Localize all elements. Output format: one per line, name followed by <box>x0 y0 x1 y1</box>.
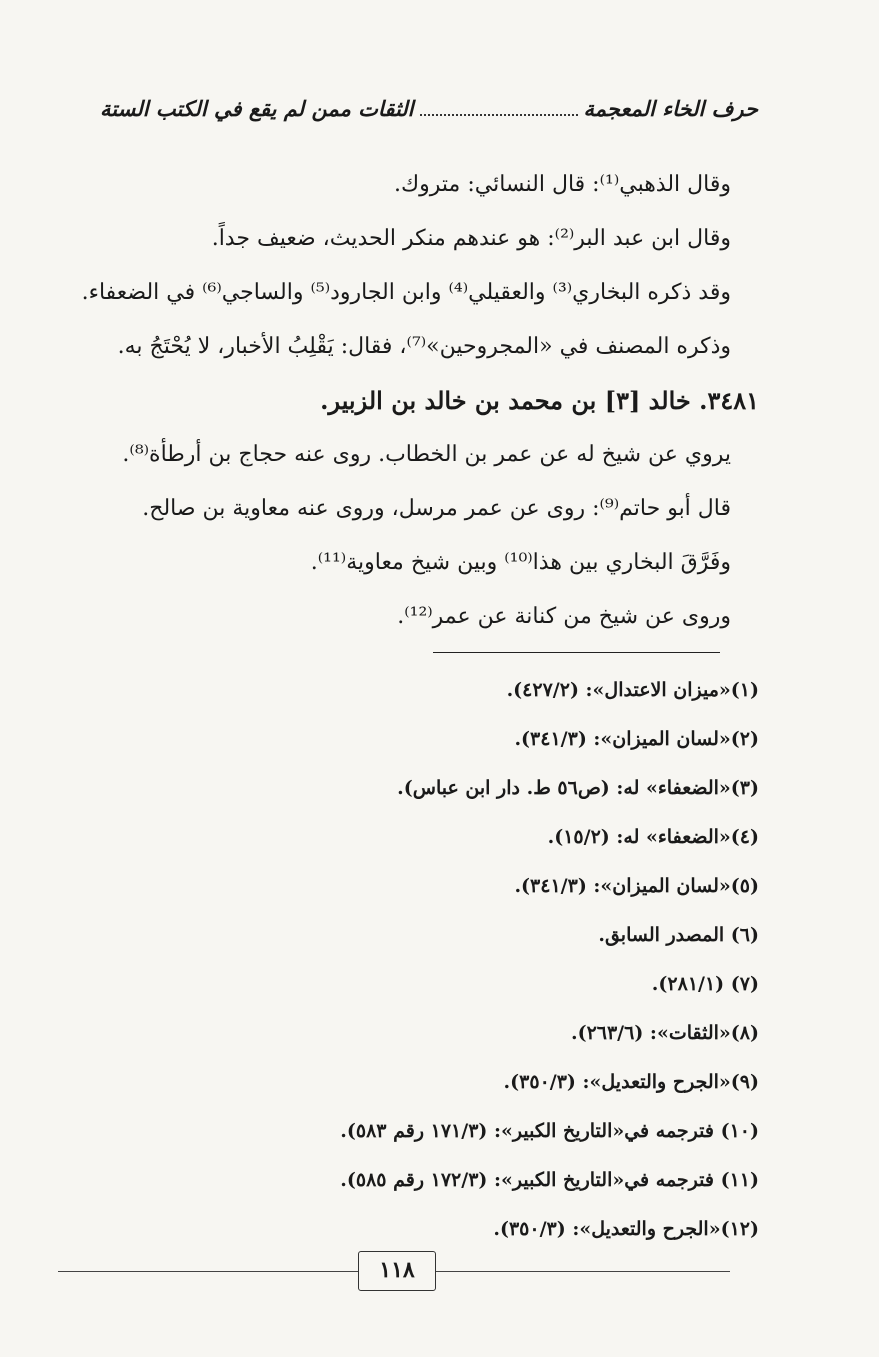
footnote: (١)«ميزان الاعتدال»: (٤٢٧/٢). <box>506 679 759 701</box>
footnote: (٤)«الضعفاء» له: (١٥/٢). <box>547 826 759 848</box>
body-line: وذكره المصنف في «المجروحين»⁽⁷⁾، فقال: يَقْلِبُ الأخبار، لا يُحْتَجُ به. <box>117 334 731 359</box>
header-book-title: الثقات ممن لم يقع في الكتب الستة <box>100 96 414 121</box>
page-number: ١١٨ <box>358 1251 436 1291</box>
body-line: وقال ابن عبد البر⁽²⁾: هو عندهم منكر الحديث، ضعيف جداً. <box>211 226 731 251</box>
footnote: (٨)«الثقات»: (٢٦٣/٦). <box>570 1022 759 1044</box>
entry-line: يروي عن شيخ له عن عمر بن الخطاب. روى عنه حجاج بن أرطأة⁽⁸⁾. <box>122 442 731 467</box>
header-dot-leader <box>420 100 578 116</box>
entry-line: قال أبو حاتم⁽⁹⁾: روى عن عمر مرسل، وروى عنه معاوية بن صالح. <box>142 496 731 521</box>
footnote: (٩)«الجرح والتعديل»: (٣٥٠/٣). <box>503 1071 759 1093</box>
footnote: (١٠) فترجمه في«التاريخ الكبير»: (١٧١/٣ رقم ٥٨٣). <box>340 1120 759 1142</box>
footnote-separator <box>433 652 720 653</box>
entry-title: ٣٤٨١. خالد [٣] بن محمد بن خالد بن الزبير. <box>320 386 759 415</box>
footnotes <box>119 666 759 1254</box>
footnote: (١٢)«الجرح والتعديل»: (٣٥٠/٣). <box>493 1218 759 1240</box>
body-line: وقد ذكره البخاري⁽³⁾ والعقيلي⁽⁴⁾ وابن الجارود⁽⁵⁾ والساجي⁽⁶⁾ في الضعفاء. <box>81 280 731 305</box>
entry-line: وروى عن شيخ من كنانة عن عمر⁽¹²⁾. <box>397 604 731 629</box>
running-header <box>100 96 758 121</box>
entry-line: وفَرَّقَ البخاري بين هذا⁽¹⁰⁾ وبين شيخ معاوية⁽¹¹⁾. <box>310 550 731 575</box>
footnote: (٦) المصدر السابق. <box>598 924 759 946</box>
footnote: (٥)«لسان الميزان»: (٣٤١/٣). <box>514 875 759 897</box>
footnote: (١١) فترجمه في«التاريخ الكبير»: (١٧٢/٣ رقم ٥٨٥). <box>340 1169 759 1191</box>
body-line: وقال الذهبي⁽¹⁾: قال النسائي: متروك. <box>394 172 731 197</box>
footnote: (٧) (٢٨١/١). <box>651 973 759 995</box>
footnote: (٣)«الضعفاء» له: (ص٥٦ ط. دار ابن عباس). <box>397 777 759 799</box>
header-chapter: حرف الخاء المعجمة <box>583 96 758 121</box>
main-text <box>81 158 759 644</box>
footnote: (٢)«لسان الميزان»: (٣٤١/٣). <box>514 728 759 750</box>
